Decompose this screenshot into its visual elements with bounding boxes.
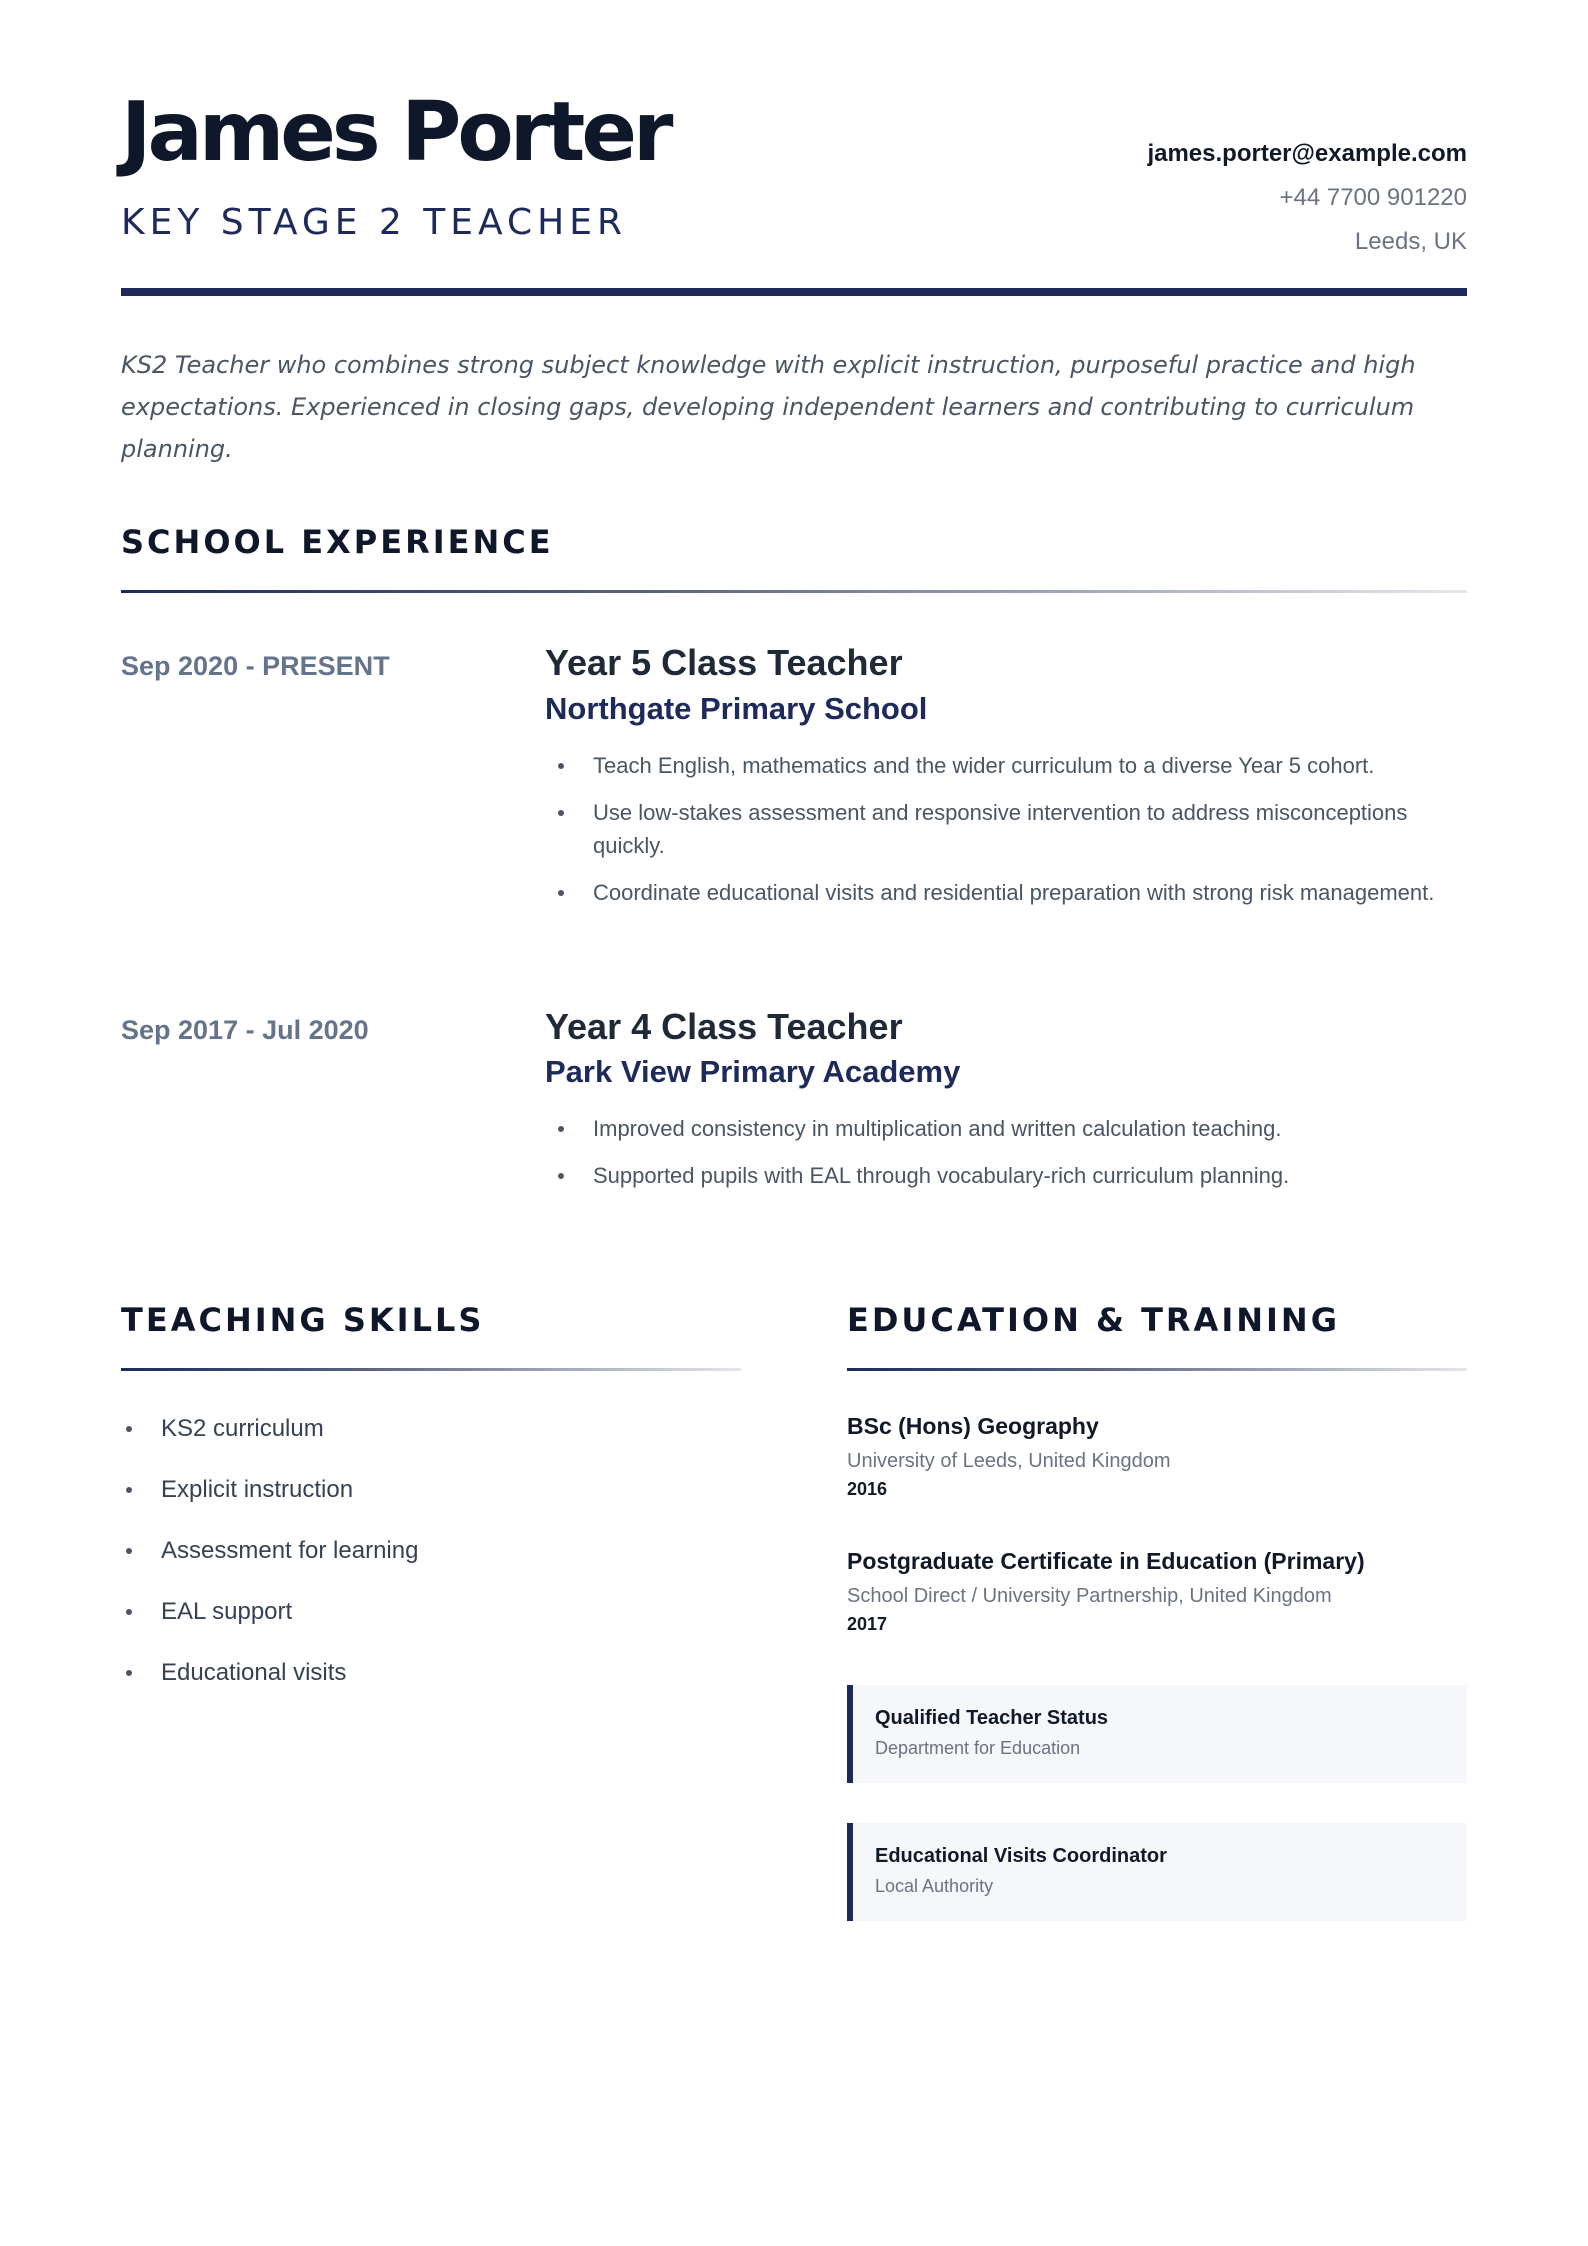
- certification-card: [847, 1685, 1467, 1783]
- skill-label: KS2 curriculum: [161, 1415, 324, 1443]
- job-bullet: [545, 749, 1467, 782]
- education-year: 2017: [847, 1614, 888, 1635]
- job-bullet-text: Teach English, mathematics and the wider curriculum to a diverse Year 5 cohort.: [593, 752, 1375, 778]
- bullet-dot-icon: [126, 1670, 132, 1676]
- section-title-experience: SCHOOL EXPERIENCE: [121, 523, 554, 561]
- job-body: [545, 1007, 1467, 1207]
- certification-org: Local Authority: [875, 1876, 994, 1897]
- job-dates: Sep 2017 - Jul 2020: [121, 1014, 369, 1045]
- profile-summary: KS2 Teacher who combines strong subject knowledge with explicit instruction, purposeful practice and high expectations. Experienced in closing gaps, developing independent learners and contributing to curriculum planning.: [121, 351, 1416, 463]
- skill-item: [121, 1598, 741, 1659]
- bullet-dot-icon: [126, 1487, 132, 1493]
- bullet-dot-icon: [126, 1609, 132, 1615]
- bottom-columns: [121, 1301, 1467, 1921]
- education-item: [847, 1413, 1467, 1500]
- section-title-education: EDUCATION & TRAINING: [847, 1301, 1340, 1340]
- education-item: [847, 1548, 1467, 1635]
- job-bullet-text: Coordinate educational visits and residential preparation with strong risk management.: [593, 879, 1435, 905]
- education-school: University of Leeds, United Kingdom: [847, 1450, 1171, 1473]
- skill-item: [121, 1415, 741, 1476]
- bullet-dot-icon: [558, 1173, 564, 1179]
- contact-phone: +44 7700 901220: [1279, 184, 1467, 211]
- skill-item: [121, 1537, 741, 1598]
- education-degree: Postgraduate Certificate in Education (Primary): [847, 1548, 1365, 1575]
- candidate-name: James Porter: [121, 85, 670, 180]
- job-bullet-text: Improved consistency in multiplication and written calculation teaching.: [593, 1116, 1282, 1142]
- job-title: Year 4 Class Teacher: [545, 1005, 903, 1047]
- job-bullet: [545, 1112, 1467, 1145]
- skill-label: Explicit instruction: [161, 1476, 354, 1504]
- contact-email[interactable]: james.porter@example.com: [1147, 140, 1467, 167]
- job-school: Northgate Primary School: [545, 690, 928, 726]
- section-divider: [121, 1368, 741, 1371]
- job-entry: [121, 1007, 1467, 1207]
- certification-card: [847, 1823, 1467, 1921]
- skill-label: Educational visits: [161, 1659, 347, 1687]
- job-title: Year 5 Class Teacher: [545, 642, 903, 683]
- bullet-dot-icon: [126, 1548, 132, 1554]
- skill-label: EAL support: [161, 1598, 293, 1626]
- section-divider: [121, 590, 1467, 593]
- education-year: 2016: [847, 1479, 888, 1500]
- job-school: Park View Primary Academy: [545, 1054, 961, 1090]
- bullet-dot-icon: [126, 1426, 132, 1432]
- candidate-role: KEY STAGE 2 TEACHER: [121, 202, 627, 243]
- job-body: [545, 643, 1467, 923]
- skills-list: [121, 1415, 741, 1720]
- bullet-dot-icon: [558, 1126, 564, 1132]
- job-dates: Sep 2020 - PRESENT: [121, 651, 390, 681]
- certification-title: Educational Visits Coordinator: [875, 1845, 1167, 1868]
- job-bullet: [545, 876, 1467, 909]
- job-entry: [121, 643, 1467, 923]
- experience-section: [121, 523, 1467, 1206]
- skill-item: [121, 1476, 741, 1537]
- education-section: [847, 1301, 1467, 1921]
- section-divider: [847, 1368, 1467, 1371]
- job-bullet-text: Supported pupils with EAL through vocabulary-rich curriculum planning.: [593, 1163, 1290, 1189]
- job-bullets: [545, 749, 1467, 909]
- skill-item: [121, 1659, 741, 1720]
- skill-label: Assessment for learning: [161, 1537, 419, 1565]
- job-bullet-text: Use low-stakes assessment and responsive intervention to address misconceptions quickly.: [593, 799, 1408, 858]
- contact-location: Leeds, UK: [1354, 228, 1467, 255]
- bullet-dot-icon: [558, 810, 564, 816]
- resume-header: [121, 0, 1467, 296]
- job-bullet: [545, 1159, 1467, 1192]
- contact-block: [1147, 132, 1467, 264]
- certification-org: Department for Education: [875, 1738, 1081, 1759]
- job-bullets: [545, 1112, 1467, 1192]
- certification-title: Qualified Teacher Status: [875, 1707, 1109, 1730]
- section-title-skills: TEACHING SKILLS: [121, 1301, 485, 1340]
- education-degree: BSc (Hons) Geography: [847, 1413, 1099, 1440]
- bullet-dot-icon: [558, 890, 564, 896]
- education-school: School Direct / University Partnership, United Kingdom: [847, 1585, 1332, 1608]
- skills-section: [121, 1301, 741, 1921]
- bullet-dot-icon: [558, 763, 564, 769]
- header-divider: [121, 288, 1467, 296]
- job-bullet: [545, 796, 1467, 862]
